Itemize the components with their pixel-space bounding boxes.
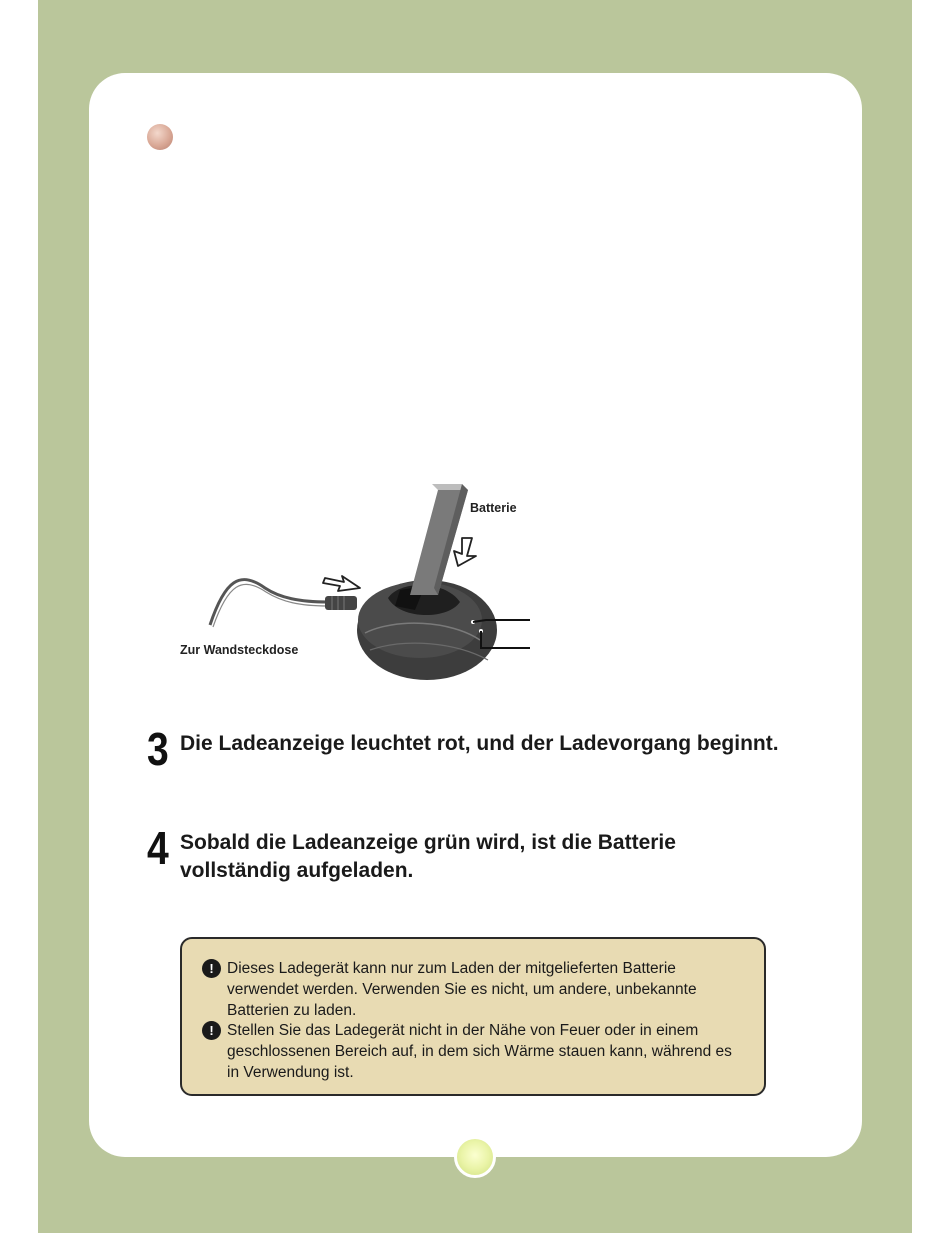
warning-icon: ! — [202, 1021, 221, 1040]
outlet-label: Zur Wandsteckdose — [180, 643, 299, 657]
step-3 — [147, 723, 787, 790]
plug-arrow-icon — [323, 576, 360, 591]
step-number: 3 — [147, 723, 168, 775]
step-text: Die Ladeanzeige leuchtet rot, und der Ladevorgang beginnt. — [180, 732, 779, 755]
warning-icon: ! — [202, 959, 221, 978]
power-cable — [210, 580, 328, 625]
step-text: Sobald die Ladeanzeige grün wird, ist die Batterie vollständig aufgeladen. — [180, 831, 676, 882]
page-indicator-icon — [454, 1136, 496, 1178]
charger-illustration — [170, 470, 540, 695]
battery-label: Batterie — [470, 501, 517, 515]
cable-plug — [325, 596, 357, 610]
step-4 — [147, 822, 787, 889]
section-bullet-icon — [147, 124, 173, 150]
step-number: 4 — [147, 822, 168, 874]
warning-text: Dieses Ladegerät kann nur zum Laden der mitgelieferten Batterie verwendet werden. Verwenden Sie es nicht, um andere, unbekannte Batterien zu laden. — [227, 960, 697, 1019]
warning-text: Stellen Sie das Ladegerät nicht in der Nähe von Feuer oder in einem geschlossenen Bereich auf, in dem sich Wärme stauen kann, während es in Verwendung ist. — [227, 1022, 732, 1081]
insert-arrow-icon — [454, 538, 476, 566]
warning-note — [202, 1020, 742, 1083]
warning-note-box — [180, 937, 766, 1096]
warning-note — [202, 958, 742, 1021]
